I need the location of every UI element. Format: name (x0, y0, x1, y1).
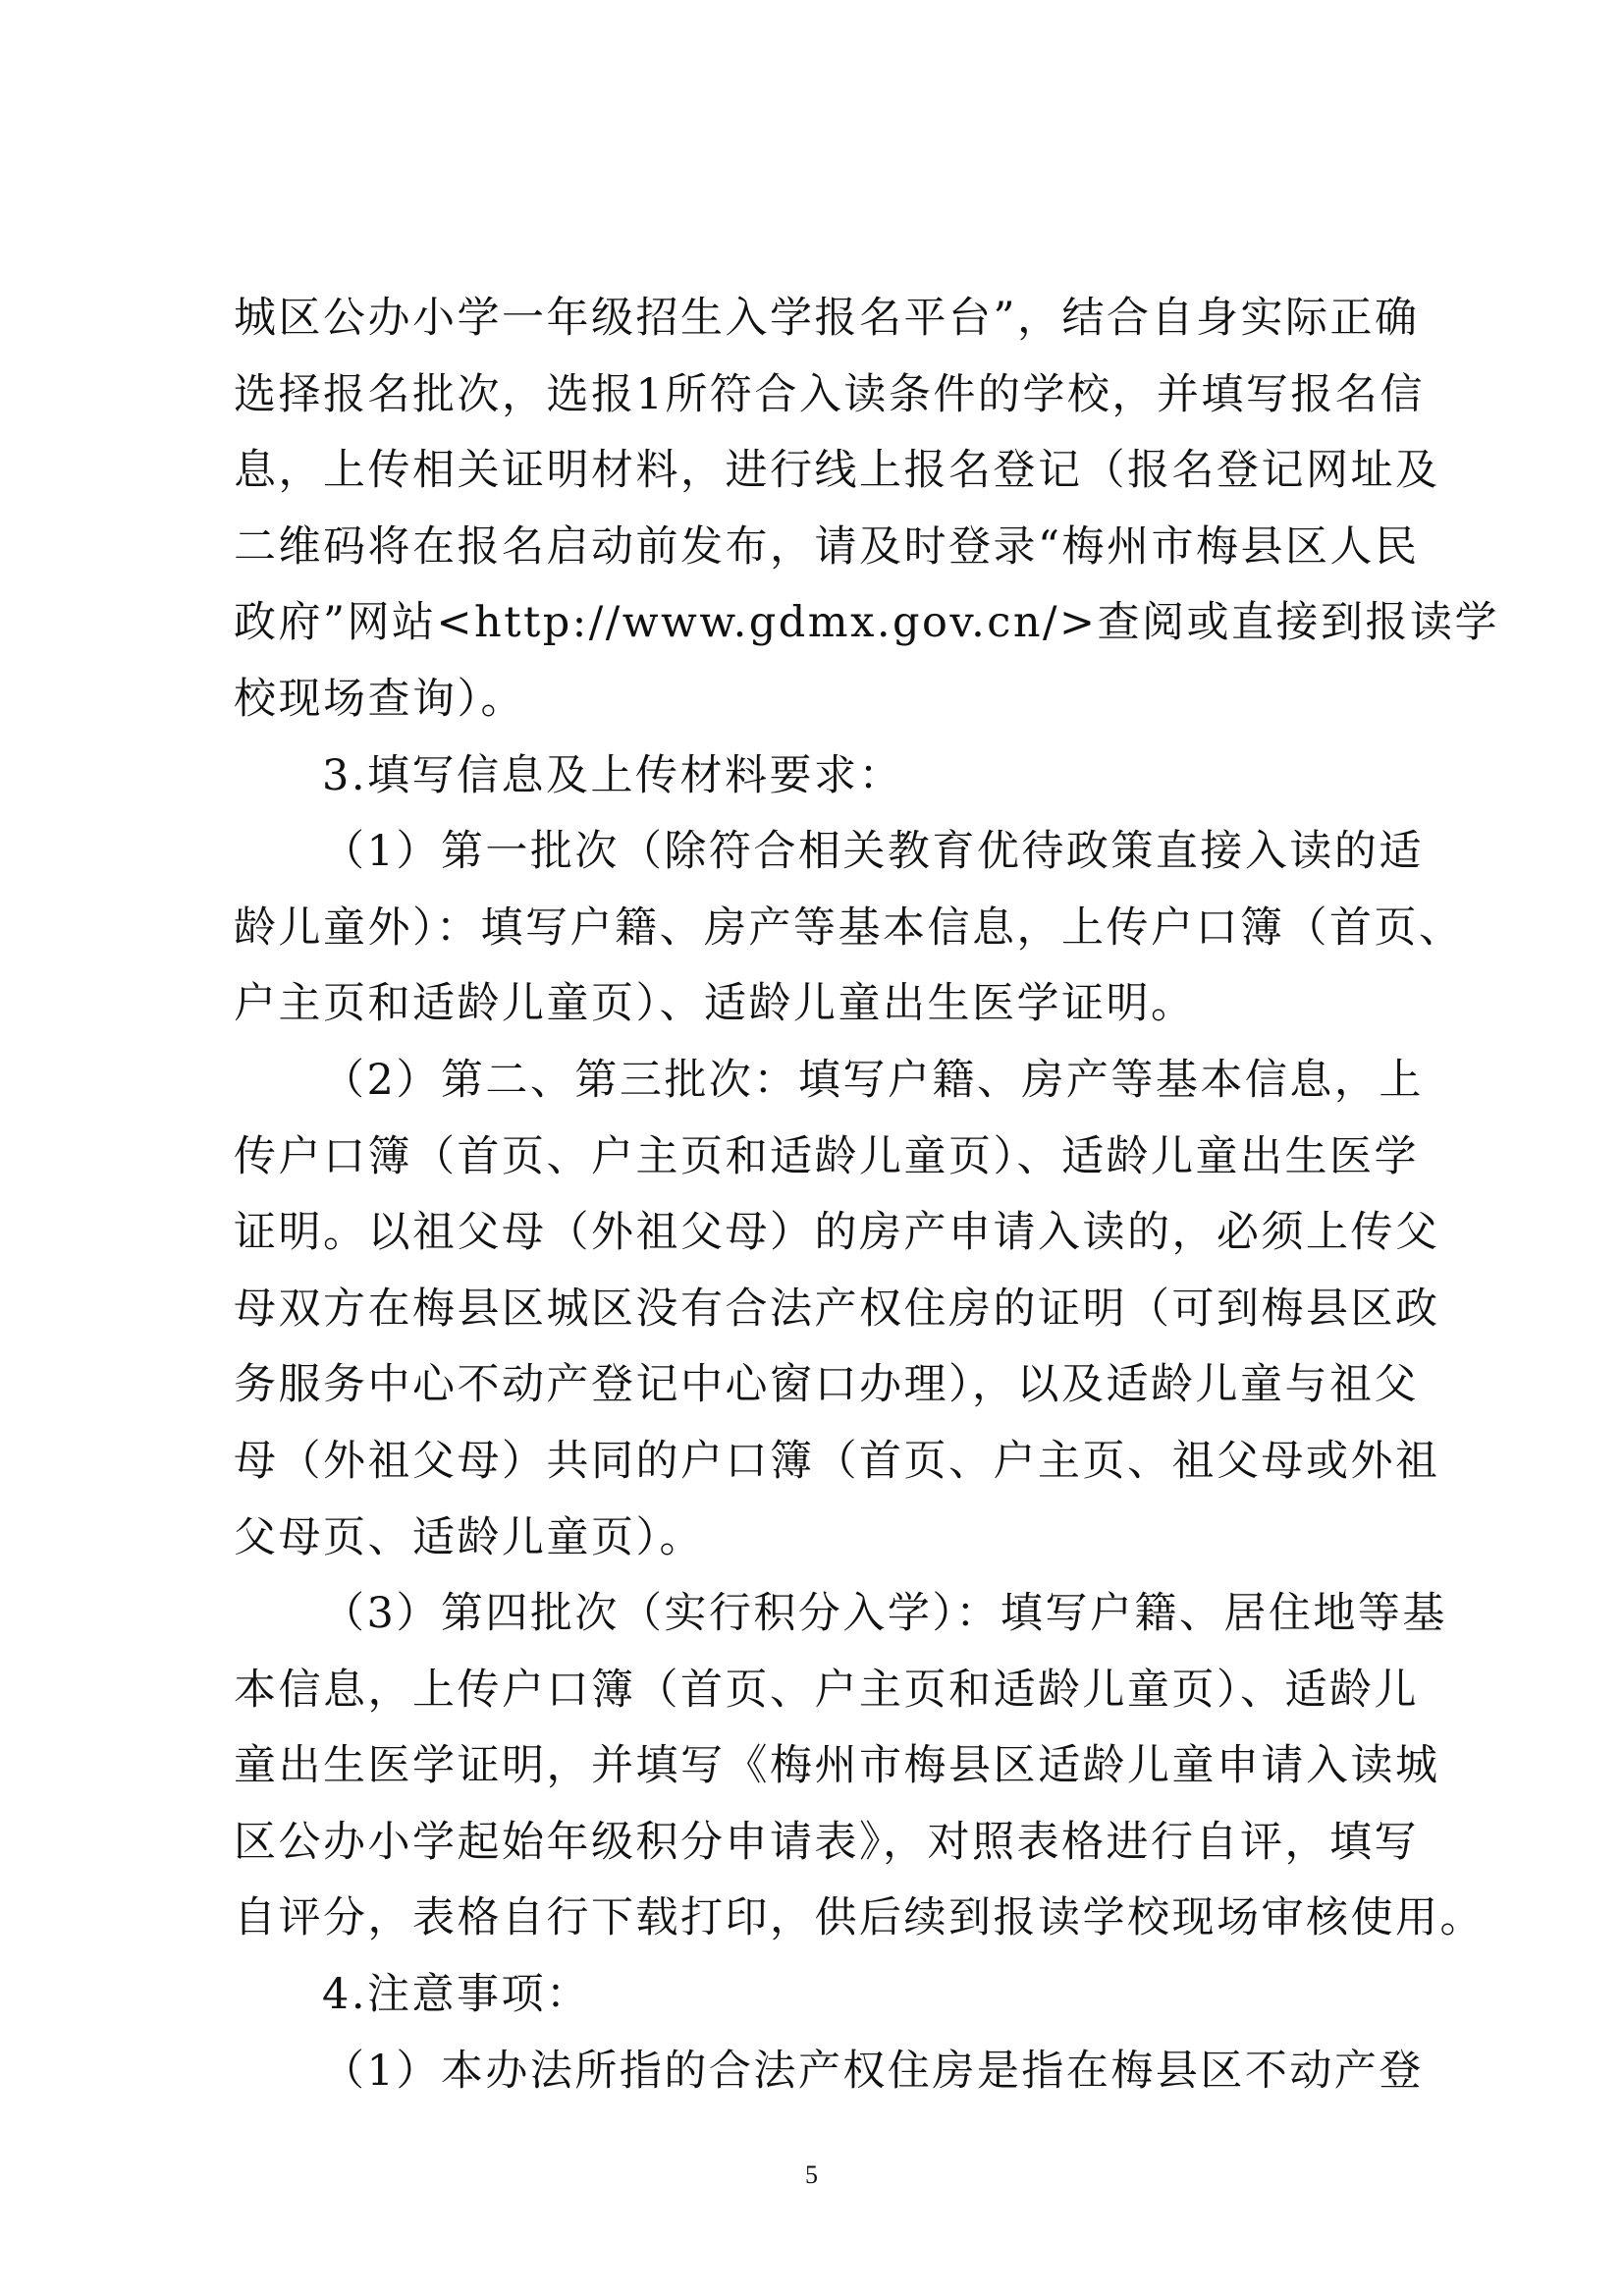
section-heading: 3.填写信息及上传材料要求： (322, 750, 904, 800)
text-line: 户主页和适龄儿童页）、适龄儿童出生医学证明。 (234, 979, 1196, 1029)
text-line: 本信息，上传户口簿（首页、户主页和适龄儿童页）、适龄儿 (234, 1665, 1419, 1715)
paragraph-first-line: （1）本办法所指的合法产权住房是指在梅县区不动产登 (322, 2046, 1424, 2096)
text-line: 息，上传相关证明材料，进行线上报名登记（报名登记网址及 (234, 446, 1440, 496)
paragraph-first-line: （3）第四批次（实行积分入学）：填写户籍、居住地等基 (322, 1589, 1447, 1639)
text-line: 传户口簿（首页、户主页和适龄儿童页）、适龄儿童出生医学 (234, 1131, 1419, 1181)
text-line: 政府”网站<http://www.gdmx.gov.cn/>查阅或直接到报读学 (234, 598, 1500, 648)
text-line: 自评分，表格自行下载打印，供后续到报读学校现场审核使用。 (234, 1893, 1485, 1943)
paragraph-first-line: （1）第一批次（除符合相关教育优待政策直接入读的适 (322, 827, 1424, 877)
text-line: 证明。以祖父母（外祖父母）的房产申请入读的，必须上传父 (234, 1208, 1440, 1258)
text-line: 母（外祖父母）共同的户口簿（首页、户主页、祖父母或外祖 (234, 1436, 1440, 1486)
text-line: 龄儿童外）：填写户籍、房产等基本信息，上传户口簿（首页、 (234, 902, 1464, 953)
text-line: 区公办小学起始年级积分申请表》，对照表格进行自评，填写 (234, 1817, 1419, 1867)
text-line: 务服务中心不动产登记中心窗口办理），以及适龄儿童与祖父 (234, 1360, 1419, 1410)
text-line: 二维码将在报名启动前发布，请及时登录“梅州市梅县区人民 (234, 521, 1420, 572)
text-line: 城区公办小学一年级招生入学报名平台”，结合自身实际正确 (234, 294, 1420, 343)
section-heading: 4.注意事项： (322, 1970, 591, 2020)
text-line: 父母页、适龄儿童页）。 (234, 1512, 704, 1562)
paragraph-first-line: （2）第二、第三批次：填写户籍、房产等基本信息，上 (322, 1055, 1424, 1105)
text-line: 校现场查询）。 (234, 674, 525, 724)
page-number: 5 (805, 2160, 818, 2189)
text-line: 母双方在梅县区城区没有合法产权住房的证明（可到梅县区政 (234, 1284, 1440, 1334)
text-line: 选择报名批次，选报1所符合入读条件的学校，并填写报名信 (234, 369, 1425, 419)
text-line: 童出生医学证明，并填写《梅州市梅县区适龄儿童申请入读城 (234, 1741, 1440, 1791)
body-text (234, 281, 1500, 2109)
